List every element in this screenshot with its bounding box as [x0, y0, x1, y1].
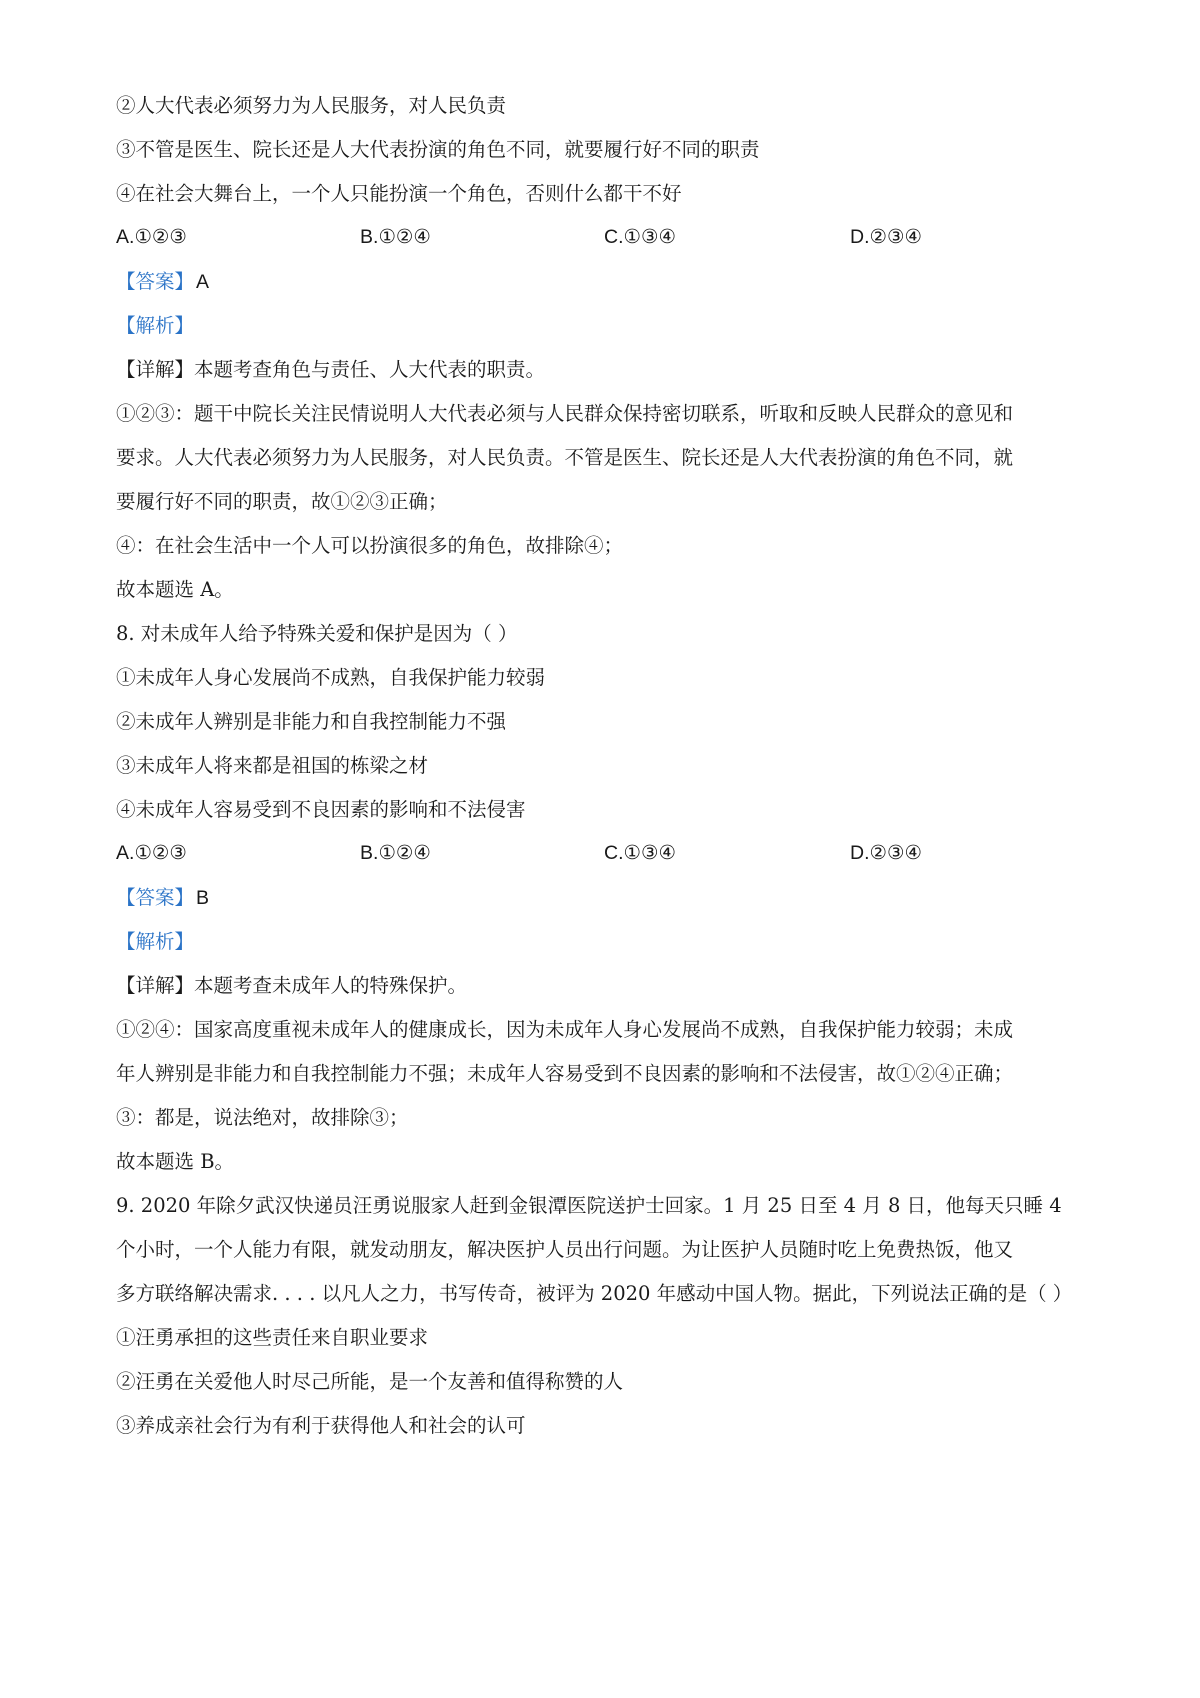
q8-option-b: B.①②④ [360, 841, 431, 864]
q8-item-1: ①未成年人身心发展尚不成熟，自我保护能力较弱 [116, 666, 546, 689]
analysis-tag: 【解析】 [116, 314, 195, 337]
q7-item-4: ④在社会大舞台上，一个人只能扮演一个角色，否则什么都干不好 [116, 182, 682, 205]
detail-text: 本题考查未成年人的特殊保护。 [194, 974, 468, 997]
q7-options [116, 225, 1096, 251]
q8-options [116, 841, 1096, 867]
q7-option-d: D.②③④ [850, 225, 922, 248]
q7-option-a: A.①②③ [116, 225, 187, 248]
q7-item-2: ②人大代表必须努力为人民服务，对人民负责 [116, 94, 507, 117]
answer-value: B [196, 887, 210, 909]
q7-explanation-2: 要求。人大代表必须努力为人民服务，对人民负责。不管是医生、院长还是人大代表扮演的角色不同，就 [116, 446, 1014, 469]
q9-stem-line-2: 个小时，一个人能力有限，就发动朋友，解决医护人员出行问题。为让医护人员随时吃上免费热饭，他又 [116, 1238, 1014, 1261]
q8-explanation-1: ①②④：国家高度重视未成年人的健康成长，因为未成年人身心发展尚不成熟，自我保护能力较弱；未成 [116, 1018, 1014, 1041]
detail-tag: 【详解】 [116, 974, 195, 997]
answer-value: A [196, 271, 210, 293]
q7-answer [116, 269, 1096, 295]
q8-explanation-3: ③：都是，说法绝对，故排除③； [116, 1106, 409, 1129]
answer-tag: 【答案】 [116, 886, 195, 909]
q8-item-2: ②未成年人辨别是非能力和自我控制能力不强 [116, 710, 507, 733]
answer-tag: 【答案】 [116, 270, 195, 293]
q7-conclusion: 故本题选 A。 [116, 578, 234, 601]
q9-item-3: ③养成亲社会行为有利于获得他人和社会的认可 [116, 1414, 526, 1437]
analysis-tag: 【解析】 [116, 930, 195, 953]
q8-answer [116, 885, 1096, 911]
q7-detail [116, 357, 1096, 383]
q8-analysis-heading [116, 929, 1096, 955]
q9-item-1: ①汪勇承担的这些责任来自职业要求 [116, 1326, 429, 1349]
q8-conclusion: 故本题选 B。 [116, 1150, 235, 1173]
q7-explanation-3: 要履行好不同的职责，故①②③正确； [116, 490, 448, 513]
q9-stem-line-1: 9. 2020 年除夕武汉快递员汪勇说服家人赶到金银潭医院送护士回家。1 月 25 日至 4 月 8 日，他每天只睡 4 [116, 1194, 1062, 1217]
q8-stem: 8. 对未成年人给予特殊关爱和保护是因为（ ） [116, 622, 518, 645]
q7-option-c: C.①③④ [604, 225, 676, 248]
q9-stem-line-3: 多方联络解决需求. . . . 以凡人之力，书写传奇，被评为 2020 年感动中国人物。据此，下列说法正确的是（ ） [116, 1282, 1073, 1305]
q7-explanation-4: ④：在社会生活中一个人可以扮演很多的角色，故排除④； [116, 534, 624, 557]
q8-item-4: ④未成年人容易受到不良因素的影响和不法侵害 [116, 798, 526, 821]
detail-tag: 【详解】 [116, 358, 195, 381]
q7-item-3: ③不管是医生、院长还是人大代表扮演的角色不同，就要履行好不同的职责 [116, 138, 760, 161]
q7-option-b: B.①②④ [360, 225, 431, 248]
q8-explanation-2: 年人辨别是非能力和自我控制能力不强；未成年人容易受到不良因素的影响和不法侵害，故①②④正确； [116, 1062, 1014, 1085]
q8-option-a: A.①②③ [116, 841, 187, 864]
q7-explanation-1: ①②③：题干中院长关注民情说明人大代表必须与人民群众保持密切联系，听取和反映人民群众的意见和 [116, 402, 1014, 425]
q8-item-3: ③未成年人将来都是祖国的栋梁之材 [116, 754, 429, 777]
detail-text: 本题考查角色与责任、人大代表的职责。 [194, 358, 546, 381]
q9-item-2: ②汪勇在关爱他人时尽己所能，是一个友善和值得称赞的人 [116, 1370, 624, 1393]
q8-option-d: D.②③④ [850, 841, 922, 864]
q8-option-c: C.①③④ [604, 841, 676, 864]
q7-analysis-heading [116, 313, 1096, 339]
q8-detail [116, 973, 1096, 999]
